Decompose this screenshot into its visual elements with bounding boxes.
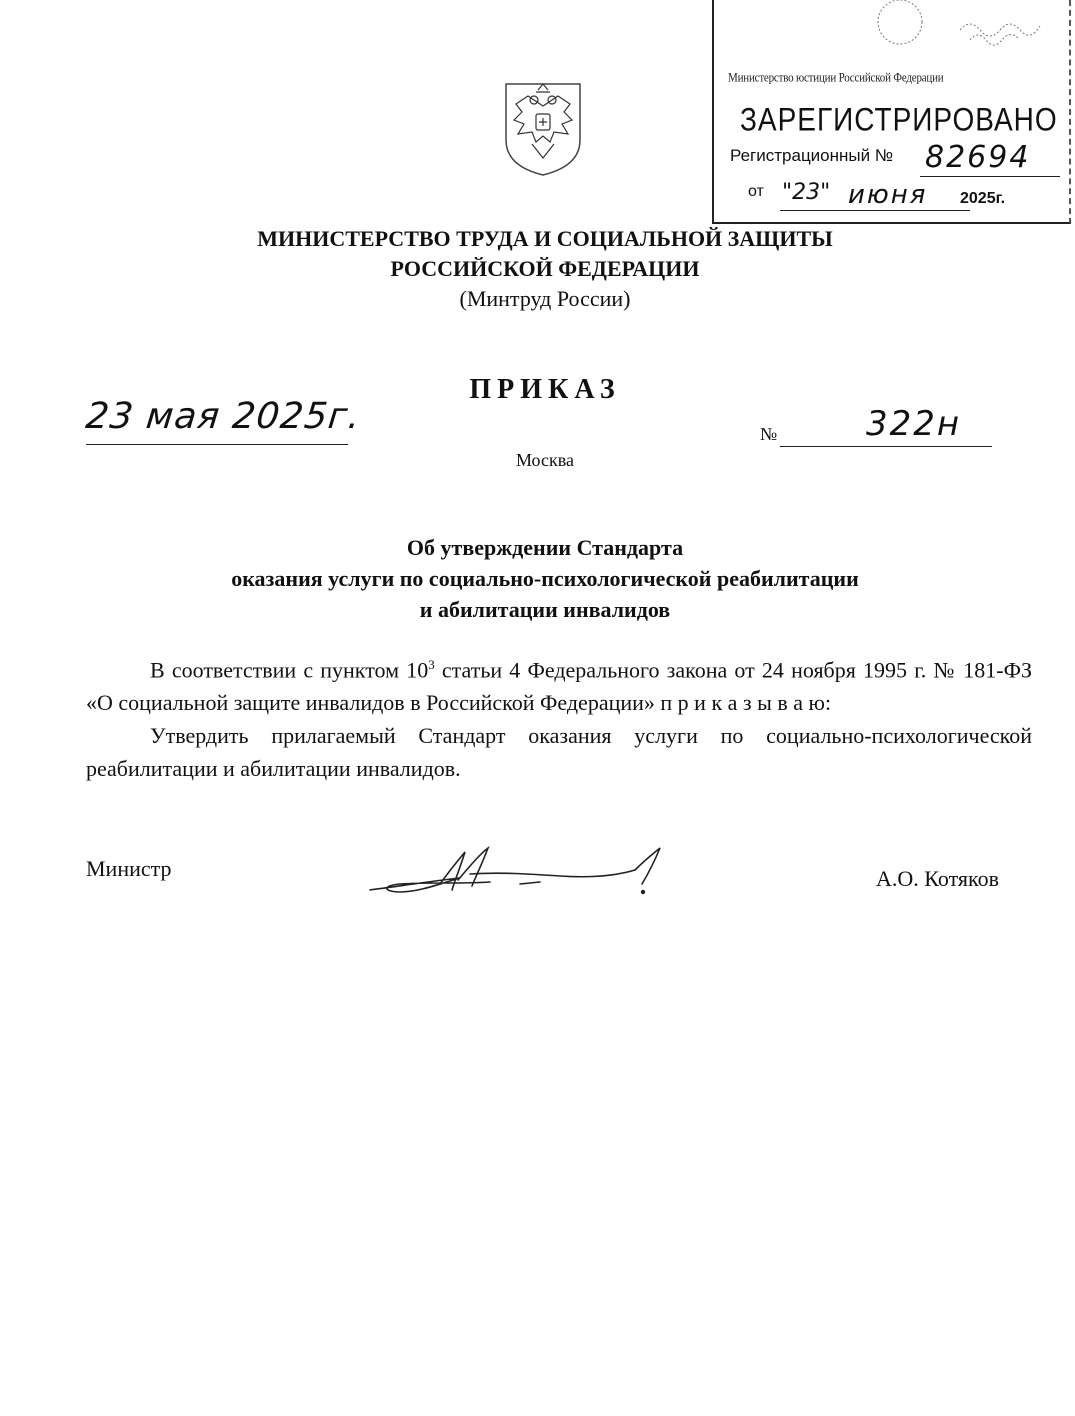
order-title: ПРИКАЗ bbox=[469, 374, 621, 405]
coat-of-arms-icon bbox=[498, 78, 588, 178]
stamp-reg-label: Регистрационный № bbox=[730, 146, 894, 165]
seal-icon bbox=[860, 0, 1060, 58]
order-city: Москва bbox=[516, 450, 574, 470]
subject-line3: и абилитации инвалидов bbox=[419, 597, 671, 622]
subject-line1: Об утверждении Стандарта bbox=[406, 535, 684, 560]
stamp-ministry-text: Министерство юстиции Российской Федерации bbox=[728, 71, 944, 85]
body-p1-superscript: 3 bbox=[428, 657, 435, 672]
body-paragraph-1 bbox=[86, 648, 1032, 719]
body-p1-start: В соответствии с пунктом 10 bbox=[150, 657, 429, 683]
ministry-name-line2: РОССИЙСКОЙ ФЕДЕРАЦИИ bbox=[390, 256, 700, 281]
stamp-date-prefix: от bbox=[748, 183, 764, 200]
order-subject bbox=[150, 532, 940, 625]
body-paragraph-2: Утвердить прилагаемый Стандарт оказания услуги по социально-психологической реабилитации и абилитации инвалидов. bbox=[86, 723, 1032, 782]
signatory-position: Министр bbox=[86, 856, 172, 881]
stamp-date-month: июня bbox=[848, 180, 928, 210]
signatory-name: А.О. Котяков bbox=[876, 866, 999, 891]
stamp-reg-underline bbox=[920, 176, 1060, 177]
order-body bbox=[86, 648, 1032, 785]
order-date: 23 мая 2025г. bbox=[83, 396, 363, 437]
order-number-underline bbox=[780, 446, 992, 447]
ministry-name-line1: МИНИСТЕРСТВО ТРУДА И СОЦИАЛЬНОЙ ЗАЩИТЫ bbox=[257, 226, 833, 251]
handwritten-signature-icon bbox=[360, 840, 680, 910]
stamp-date-year: 2025г. bbox=[960, 190, 1006, 207]
order-date-underline bbox=[86, 444, 348, 445]
stamp-date-underline bbox=[780, 210, 970, 211]
order-number-label: № bbox=[760, 424, 778, 444]
ministry-short-name: (Минтруд России) bbox=[459, 286, 631, 311]
stamp-reg-number: 82694 bbox=[925, 140, 1031, 175]
stamp-date-day: "23" bbox=[782, 180, 831, 205]
subject-line2: оказания услуги по социально-психологической реабилитации bbox=[231, 566, 859, 591]
stamp-title: ЗАРЕГИСТРИРОВАНО bbox=[740, 101, 1058, 138]
body-p1-end: статьи 4 Федерального закона от 24 ноября 1995 г. № 181-ФЗ «О социальной защите инвалидов в Российской Федерации» п р и к а з ы в а ю: bbox=[86, 657, 1032, 716]
order-number: 322н bbox=[866, 404, 962, 444]
